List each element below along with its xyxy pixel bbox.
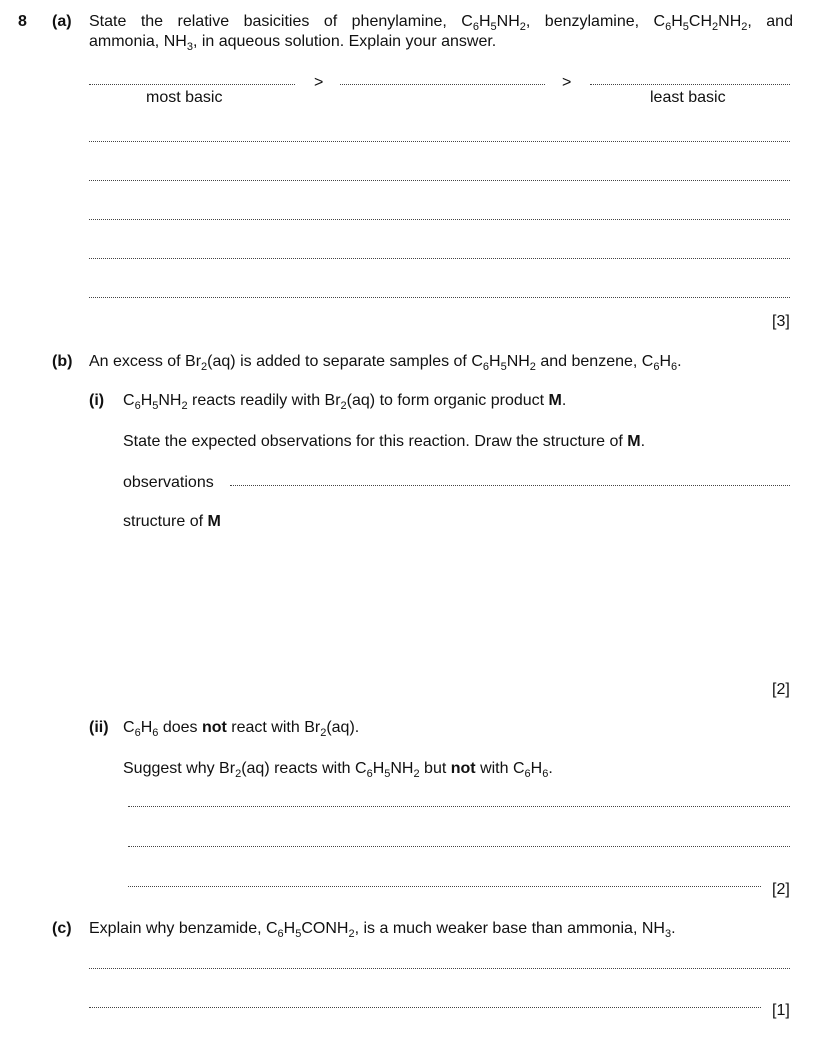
part-b-i-statement xyxy=(123,391,566,411)
subscript: 5 xyxy=(682,21,689,33)
subscript: 6 xyxy=(134,400,141,412)
subscript: 3 xyxy=(664,928,672,940)
question-number: 8 xyxy=(18,13,27,30)
subscript: 6 xyxy=(134,727,141,739)
answer-most-basic-field[interactable] xyxy=(89,84,295,85)
text-segment: NH xyxy=(496,13,520,30)
subscript: 6 xyxy=(653,361,660,373)
text-segment: and benzene, C xyxy=(535,353,654,370)
text-segment: , is a much weaker base than ammonia, NH xyxy=(354,920,665,937)
subscript: 2 xyxy=(519,21,526,33)
subscript: 2 xyxy=(320,727,327,739)
subscript: 5 xyxy=(295,928,302,940)
text-segment: C xyxy=(123,719,135,736)
text-segment: (aq) is added to separate samples of C xyxy=(207,353,483,370)
subscript: 2 xyxy=(340,400,347,412)
subscript: 2 xyxy=(529,361,536,373)
answer-line[interactable] xyxy=(128,846,790,847)
bold-text: not xyxy=(201,719,227,736)
text-segment: H xyxy=(372,760,385,777)
answer-line[interactable] xyxy=(89,968,790,969)
answer-line[interactable] xyxy=(89,219,790,220)
text-segment: H xyxy=(140,719,153,736)
text-segment: ammonia, NH xyxy=(89,33,187,50)
answer-middle-field[interactable] xyxy=(340,84,545,85)
bold-text: M xyxy=(207,513,221,530)
part-b-i-label: (i) xyxy=(89,392,105,409)
bold-text: M xyxy=(627,433,641,450)
subscript: 2 xyxy=(348,928,355,940)
text-segment: , in aqueous solution. Explain your answer. xyxy=(192,33,497,50)
part-a-label: (a) xyxy=(52,13,72,30)
subscript: 2 xyxy=(741,21,748,33)
subscript: 5 xyxy=(490,21,497,33)
text-segment: . xyxy=(640,433,646,450)
text-segment: State the relative basicities of phenylamine, C xyxy=(89,13,473,30)
text-segment: with C xyxy=(475,760,525,777)
marks-a: [3] xyxy=(772,313,790,330)
part-a-prompt-line1 xyxy=(89,12,793,32)
observations-label: observations xyxy=(123,474,214,491)
part-b-i-instruction xyxy=(123,432,645,452)
subscript: 5 xyxy=(384,768,391,780)
subscript: 3 xyxy=(186,41,193,53)
text-segment: structure of xyxy=(123,513,208,530)
text-segment: but xyxy=(419,760,451,777)
subscript: 2 xyxy=(712,21,719,33)
greater-than-1: > xyxy=(314,74,324,91)
answer-line[interactable] xyxy=(128,806,790,807)
part-b-label: (b) xyxy=(52,353,73,370)
structure-label xyxy=(123,512,221,532)
text-segment: . xyxy=(671,920,676,937)
least-basic-label: least basic xyxy=(650,89,726,106)
text-segment: react with Br xyxy=(226,719,321,736)
text-segment: CH xyxy=(688,13,713,30)
text-segment: CONH xyxy=(301,920,349,937)
subscript: 6 xyxy=(542,768,549,780)
subscript: 6 xyxy=(277,928,284,940)
most-basic-label: most basic xyxy=(146,89,223,106)
text-segment: Explain why benzamide, C xyxy=(89,920,278,937)
subscript: 6 xyxy=(671,361,678,373)
part-b-ii-instruction xyxy=(123,759,553,779)
text-segment: (aq) reacts with C xyxy=(241,760,367,777)
text-segment: (aq) to form organic product xyxy=(346,392,549,409)
text-segment: NH xyxy=(718,13,742,30)
text-segment: . xyxy=(548,760,553,777)
part-c-prompt xyxy=(89,919,676,939)
text-segment: , benzylamine, C xyxy=(525,13,666,30)
answer-line[interactable] xyxy=(89,1007,761,1008)
subscript: 6 xyxy=(152,727,159,739)
marks-b-i: [2] xyxy=(772,681,790,698)
answer-line[interactable] xyxy=(89,258,790,259)
text-segment: C xyxy=(123,392,135,409)
subscript: 2 xyxy=(181,400,188,412)
answer-least-basic-field[interactable] xyxy=(590,84,790,85)
answer-line[interactable] xyxy=(89,141,790,142)
marks-c: [1] xyxy=(772,1002,790,1019)
part-b-prompt xyxy=(89,352,682,372)
answer-line[interactable] xyxy=(128,886,761,887)
part-c-label: (c) xyxy=(52,920,72,937)
text-segment: H xyxy=(659,353,672,370)
text-segment: . xyxy=(561,392,567,409)
subscript: 5 xyxy=(500,361,507,373)
observations-field[interactable] xyxy=(230,485,790,486)
text-segment: H xyxy=(671,13,683,30)
part-b-ii-label: (ii) xyxy=(89,719,109,736)
text-segment: State the expected observations for this reaction. Draw the structure of xyxy=(123,433,628,450)
subscript: 2 xyxy=(201,361,208,373)
subscript: 2 xyxy=(235,768,242,780)
greater-than-2: > xyxy=(562,74,572,91)
text-segment: NH xyxy=(390,760,414,777)
subscript: 6 xyxy=(366,768,373,780)
text-segment: H xyxy=(530,760,543,777)
text-segment: . xyxy=(677,353,682,370)
subscript: 6 xyxy=(524,768,531,780)
text-segment: Suggest why Br xyxy=(123,760,236,777)
bold-text: M xyxy=(548,392,562,409)
part-a-prompt-line2 xyxy=(89,32,496,52)
text-segment: reacts readily with Br xyxy=(187,392,341,409)
answer-line[interactable] xyxy=(89,297,790,298)
subscript: 6 xyxy=(482,361,489,373)
text-segment: An excess of Br xyxy=(89,353,202,370)
text-segment: H xyxy=(489,353,501,370)
subscript: 6 xyxy=(665,21,672,33)
bold-text: not xyxy=(450,760,476,777)
subscript: 6 xyxy=(472,21,479,33)
text-segment: does xyxy=(158,719,202,736)
text-segment: (aq). xyxy=(326,719,360,736)
marks-b-ii: [2] xyxy=(772,881,790,898)
part-b-ii-statement xyxy=(123,718,359,738)
text-segment: H xyxy=(478,13,491,30)
answer-line[interactable] xyxy=(89,180,790,181)
text-segment: , and xyxy=(747,13,793,30)
subscript: 2 xyxy=(413,768,420,780)
text-segment: H xyxy=(283,920,296,937)
text-segment: NH xyxy=(506,353,530,370)
subscript: 5 xyxy=(152,400,159,412)
text-segment: NH xyxy=(158,392,182,409)
text-segment: H xyxy=(140,392,153,409)
